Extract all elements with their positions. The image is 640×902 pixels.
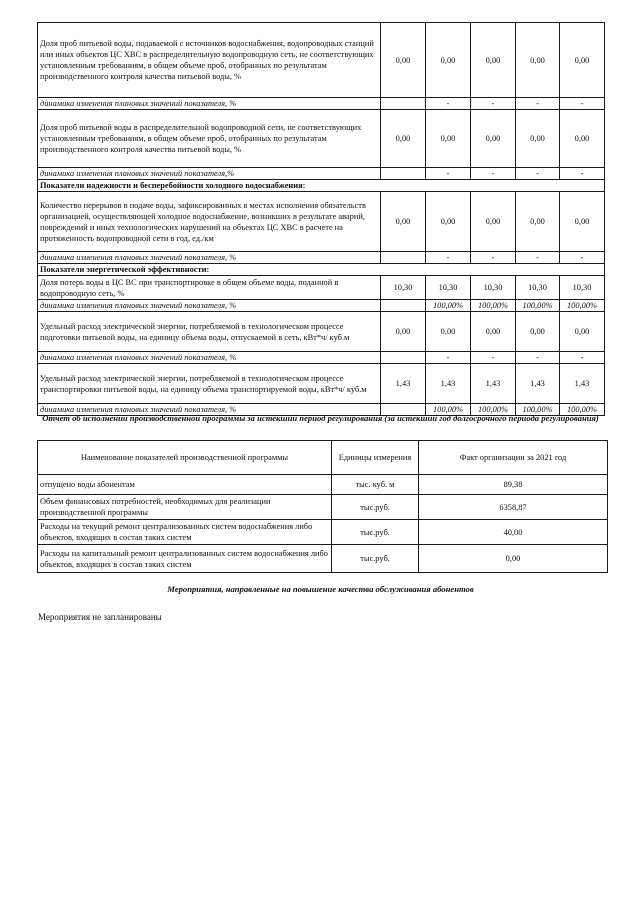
dynamics-value: - xyxy=(516,352,560,364)
dynamics-value: 100,00% xyxy=(560,404,605,416)
indicator-value: 0,00 xyxy=(426,110,471,168)
report-row-value: 6358,87 xyxy=(419,495,608,520)
dynamics-value: - xyxy=(560,168,605,180)
indicator-value: 1,43 xyxy=(471,364,516,404)
dynamics-label: динамика изменения плановых значений показателя, % xyxy=(38,98,381,110)
indicator-value: 0,00 xyxy=(516,312,560,352)
report-row-value: 40,00 xyxy=(419,520,608,545)
dynamics-value: 100,00% xyxy=(471,404,516,416)
report-row-unit: тыс.руб. xyxy=(332,495,419,520)
dynamics-value: 100,00% xyxy=(516,300,560,312)
indicator-value: 0,00 xyxy=(381,110,426,168)
indicator-label: Удельный расход электрической энергии, потребляемой в технологическом процессе подготовки питьевой воды, на единицу объема воды, отпускаемой в сеть, кВт*ч/ куб.м xyxy=(38,312,381,352)
dynamics-value xyxy=(381,168,426,180)
indicator-label: Доля проб питьевой воды в распределительной водопроводной сети, не соответствующих установленным требованиям, в общем объеме проб, отобранных по результатам производственного контроля качества питьевой воды, % xyxy=(38,110,381,168)
report-row-name: Объем финансовых потребностей, необходимых для реализации производственной программы xyxy=(38,495,332,520)
indicator-value: 1,43 xyxy=(516,364,560,404)
dynamics-value: - xyxy=(560,252,605,264)
report-table xyxy=(37,440,608,573)
report-title: Отчет об исполнении производственной программы за истекший период регулирования (за истекший год долгосрочного периода регулирования) xyxy=(42,413,599,423)
report-row-name: Расходы на капитальный ремонт централизованных систем водоснабжения либо объектов, входящих в состав таких систем xyxy=(38,545,332,573)
dynamics-row xyxy=(38,98,605,110)
indicator-value: 10,30 xyxy=(381,276,426,300)
indicator-row xyxy=(38,192,605,252)
dynamics-value: - xyxy=(426,352,471,364)
indicator-value: 0,00 xyxy=(426,192,471,252)
dynamics-value: - xyxy=(560,352,605,364)
dynamics-value: - xyxy=(426,98,471,110)
section-title: Показатели надежности и бесперебойности холодного водоснабжения: xyxy=(38,180,605,192)
indicator-value: 0,00 xyxy=(471,192,516,252)
dynamics-value: - xyxy=(471,352,516,364)
dynamics-value: - xyxy=(516,252,560,264)
dynamics-row xyxy=(38,252,605,264)
indicator-value: 0,00 xyxy=(381,192,426,252)
dynamics-value: 100,00% xyxy=(471,300,516,312)
dynamics-value: - xyxy=(471,168,516,180)
indicator-value: 0,00 xyxy=(560,192,605,252)
indicator-label: Удельный расход электрической энергии, потребляемой в технологическом процессе транспортировки питьевой воды, на единицу объема транспортируемой воды, кВт*ч/ куб.м xyxy=(38,364,381,404)
indicator-label: Доля проб питьевой воды, подаваемой с источников водоснабжения, водопроводных станций или иных объектов ЦС ХВС в распределительную водопроводную сеть, не соответствующих установленным требованиям, в общем объеме проб, отобранных по результатам производственного контроля качества питьевой воды, % xyxy=(38,23,381,98)
indicator-value: 0,00 xyxy=(381,312,426,352)
indicator-value: 1,43 xyxy=(426,364,471,404)
report-row-unit: тыс.руб. xyxy=(332,545,419,573)
indicator-value: 0,00 xyxy=(426,312,471,352)
indicator-value: 0,00 xyxy=(471,110,516,168)
indicator-value: 10,30 xyxy=(560,276,605,300)
dynamics-label: динамика изменения плановых значений показателя,% xyxy=(38,168,381,180)
indicator-value: 0,00 xyxy=(471,312,516,352)
report-row-unit: тыс. куб. м xyxy=(332,475,419,495)
dynamics-row xyxy=(38,168,605,180)
dynamics-label: динамика изменения плановых значений показателя, % xyxy=(38,352,381,364)
report-row-value: 0,00 xyxy=(419,545,608,573)
section-title: Показатели энергетической эффективности: xyxy=(38,264,605,276)
indicator-value: 1,43 xyxy=(381,364,426,404)
indicators-table xyxy=(37,22,605,416)
section-header-row xyxy=(38,264,605,276)
report-row-unit: тыс.руб. xyxy=(332,520,419,545)
report-row xyxy=(38,475,608,495)
indicator-value: 0,00 xyxy=(381,23,426,98)
report-row-value: 89,38 xyxy=(419,475,608,495)
dynamics-value xyxy=(381,352,426,364)
dynamics-value: - xyxy=(516,168,560,180)
dynamics-value: 100,00% xyxy=(560,300,605,312)
dynamics-label: динамика изменения плановых значений показателя, % xyxy=(38,252,381,264)
dynamics-row xyxy=(38,300,605,312)
indicator-label: Доля потерь воды в ЦС ВС при транспортировке в общем объеме воды, поданной в водопроводную сеть, % xyxy=(38,276,381,300)
dynamics-value: 100,00% xyxy=(516,404,560,416)
events-title: Мероприятия, направленные на повышение качества обслуживания абонентов xyxy=(167,584,474,594)
dynamics-value: 100,00% xyxy=(426,300,471,312)
indicator-value: 0,00 xyxy=(560,23,605,98)
indicator-value: 0,00 xyxy=(426,23,471,98)
report-row xyxy=(38,545,608,573)
indicator-row xyxy=(38,110,605,168)
indicator-value: 0,00 xyxy=(471,23,516,98)
indicator-value: 0,00 xyxy=(516,110,560,168)
section-header-row xyxy=(38,180,605,192)
dynamics-value: - xyxy=(471,252,516,264)
indicator-row xyxy=(38,364,605,404)
report-row-name: Расходы на текущий ремонт централизованных систем водоснабжения либо объектов, входящих в состав таких систем xyxy=(38,520,332,545)
dynamics-value: - xyxy=(516,98,560,110)
indicators-table-body xyxy=(38,23,605,416)
dynamics-row xyxy=(38,352,605,364)
report-header-row xyxy=(38,441,608,475)
indicator-value: 10,30 xyxy=(516,276,560,300)
report-row xyxy=(38,520,608,545)
indicator-row xyxy=(38,312,605,352)
indicator-row xyxy=(38,23,605,98)
indicator-value: 0,00 xyxy=(560,110,605,168)
dynamics-label: динамика изменения плановых значений показателя, % xyxy=(38,300,381,312)
indicator-value: 0,00 xyxy=(516,192,560,252)
indicator-label: Количество перерывов в подаче воды, зафиксированных в местах исполнения обязательств организацией, осуществляющей холодное водоснабжение, возникших в результате аварий, повреждений и иных технологических нарушений на объектах ЦС ХВС в расчете на протяженность водопроводной сети в год, ед./км xyxy=(38,192,381,252)
dynamics-value: - xyxy=(426,252,471,264)
report-row xyxy=(38,495,608,520)
indicator-row xyxy=(38,276,605,300)
dynamics-value: 100,00% xyxy=(426,404,471,416)
dynamics-value xyxy=(381,252,426,264)
indicator-value: 10,30 xyxy=(471,276,516,300)
events-note: Мероприятия не запланированы xyxy=(38,612,162,622)
dynamics-value: - xyxy=(560,98,605,110)
dynamics-label: динамика изменения плановых значений показателя, % xyxy=(38,404,381,416)
dynamics-value: - xyxy=(426,168,471,180)
indicator-value: 0,00 xyxy=(560,312,605,352)
report-header-fact: Факт организации за 2021 год xyxy=(419,441,608,475)
report-header-unit: Единицы измерения xyxy=(332,441,419,475)
dynamics-value xyxy=(381,98,426,110)
indicator-value: 1,43 xyxy=(560,364,605,404)
indicator-value: 0,00 xyxy=(516,23,560,98)
report-row-name: отпущено воды абонентам xyxy=(38,475,332,495)
report-header-name: Наименование показателей производственной программы xyxy=(38,441,332,475)
dynamics-value xyxy=(381,300,426,312)
indicator-value: 10,30 xyxy=(426,276,471,300)
dynamics-value: - xyxy=(471,98,516,110)
